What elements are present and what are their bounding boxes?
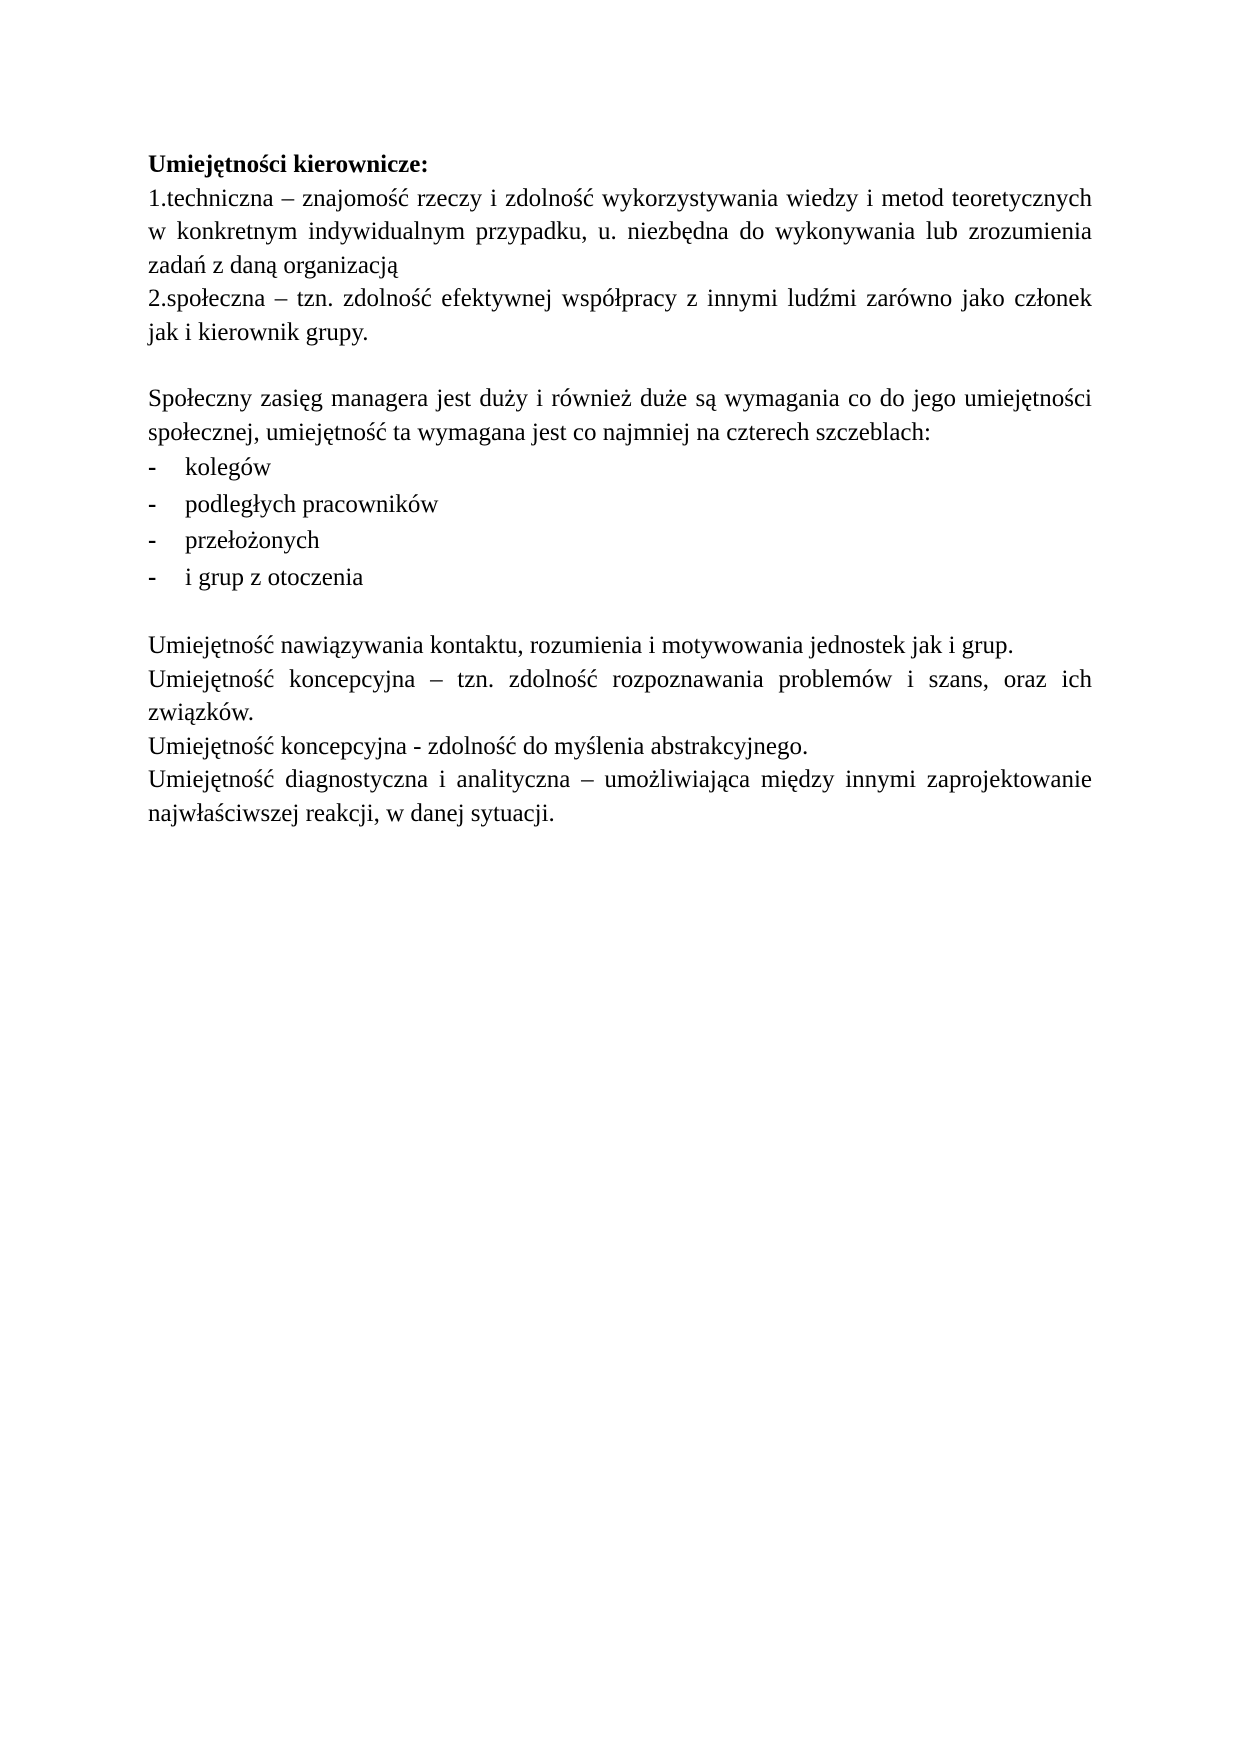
levels-list [148,450,1092,596]
paragraph-contact-skill: Umiejętność nawiązywania kontaktu, rozumienia i motywowania jednostek jak i grup. [148,632,1014,659]
paragraph-social-scope: Społeczny zasięg managera jest duży i również duże są wymagania co do jego umiejętności społecznej, umiejętność ta wymagana jest co najmniej na czterech szczeblach: [148,385,1092,446]
list-item [148,560,1092,597]
list-dash: - [148,527,157,554]
paragraph-abstract-thinking: Umiejętność koncepcyjna - zdolność do myślenia abstrakcyjnego. [148,732,809,760]
paragraph-diagnostic-skill: Umiejętność diagnostyczna i analityczna – umożliwiająca między innymi zaprojektowanie najwłaściwszej reakcji, w danej sytuacji. [148,766,1092,827]
list-item [148,487,1092,524]
paragraph-technical-skill: 1.techniczna – znajomość rzeczy i zdolność wykorzystywania wiedzy i metod teoretycznych w konkretnym indywidualnym przypadku, u. niezbędna do wykonywania lub zrozumienia zadań z daną organizacją [148,184,1092,279]
list-item-text: kolegów [185,454,272,481]
list-item-text: przełożonych [185,527,320,554]
list-item-text: i grup z otoczenia [185,563,364,591]
paragraph-social-skill: 2.społeczna – tzn. zdolność efektywnej współpracy z innymi ludźmi zarówno jako członek jak i kierownik grupy. [148,285,1092,346]
list-item-text: podległych pracowników [185,490,439,518]
document-title: Umiejętności kierownicze: [148,151,429,178]
document-body [148,148,1092,830]
list-item [148,450,1092,487]
list-dash: - [148,454,157,481]
paragraph-spacer [148,596,1092,629]
list-dash: - [148,490,157,518]
paragraph-conceptual-skill: Umiejętność koncepcyjna – tzn. zdolność rozpoznawania problemów i szans, oraz ich związków. [148,665,1092,726]
paragraph-spacer [148,349,1092,382]
list-dash: - [148,563,157,591]
list-item [148,523,1092,560]
